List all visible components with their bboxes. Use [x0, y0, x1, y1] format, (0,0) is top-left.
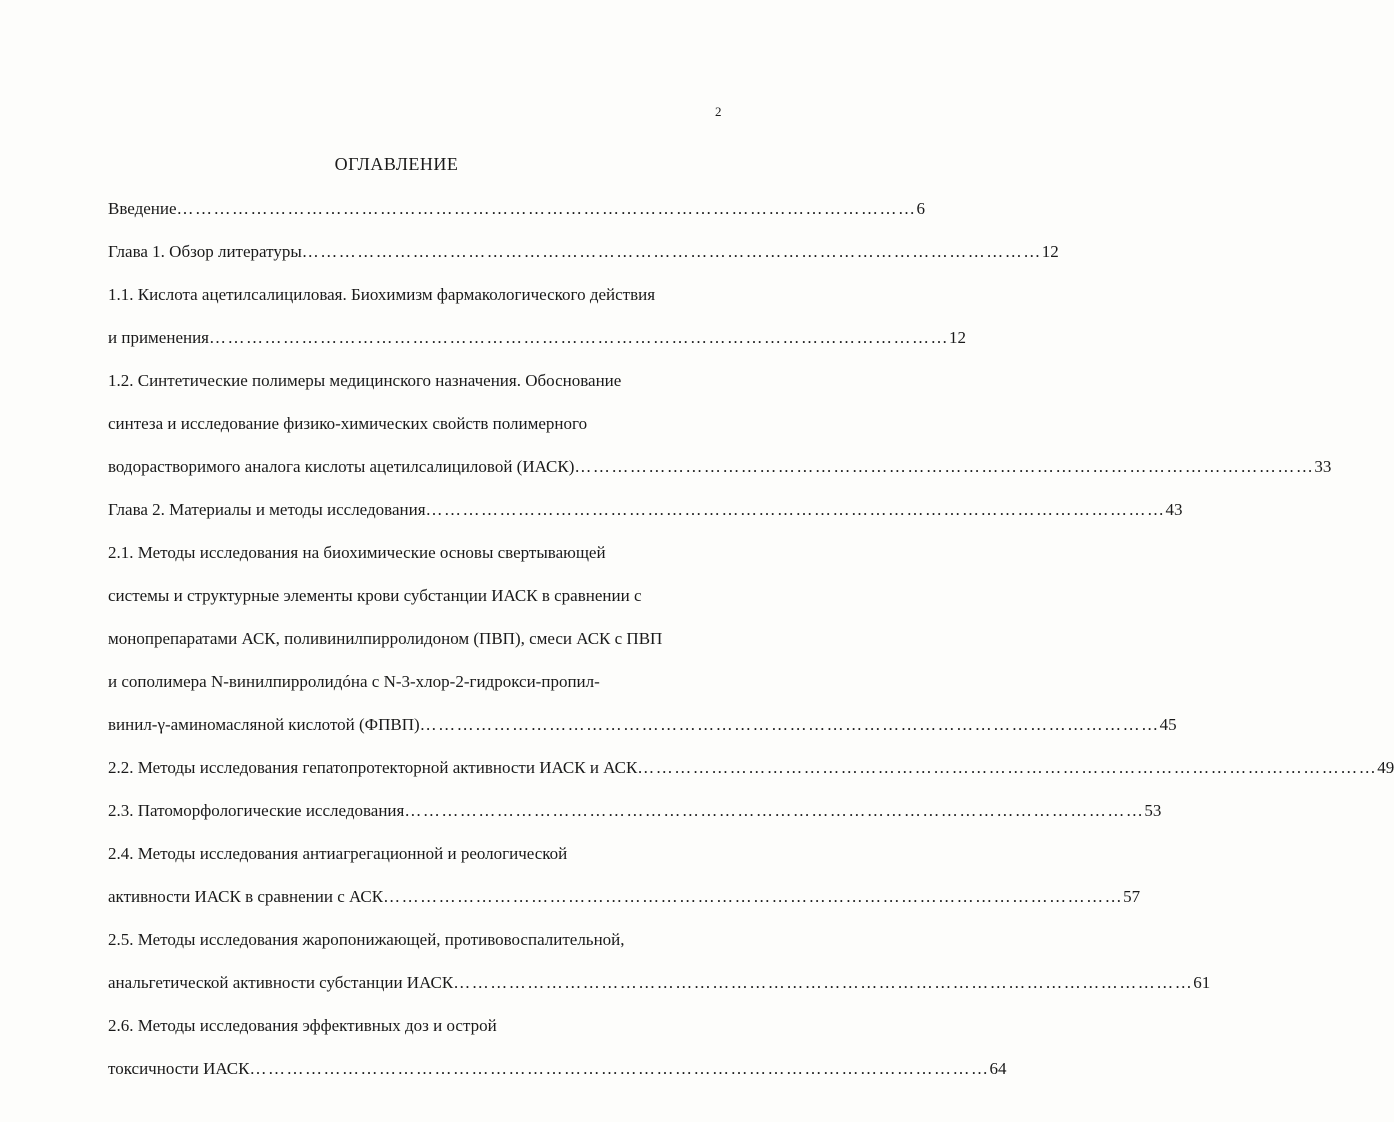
toc-page-number: 57 — [1123, 887, 1141, 906]
toc-page-number: 12 — [949, 328, 967, 347]
toc-entry — [108, 499, 1183, 521]
toc-entry-line — [108, 671, 722, 693]
toc-entry-text: Глава 1. Обзор литературы — [108, 242, 302, 261]
toc-leader-dots: ………………………………………………………………………………………………………… — [637, 758, 1378, 777]
toc-entry-text: 2.5. Методы исследования жаропонижающей, противовоспалительной, — [108, 930, 625, 949]
toc-entry-line — [108, 585, 722, 607]
toc-entry-text: водорастворимого аналога кислоты ацетилсалициловой (ИАСК) — [108, 457, 575, 476]
toc-entry-line — [108, 542, 722, 564]
toc-entry — [108, 757, 1394, 779]
toc-entry-line — [108, 929, 722, 951]
toc-page-number: 53 — [1144, 801, 1162, 820]
toc-entry-text: и применения — [108, 328, 210, 347]
toc-entry-text: анальгетической активности субстанции ИАСК — [108, 973, 454, 992]
toc-entry-text: 2.3. Патоморфологические исследования — [108, 801, 405, 820]
toc-entry-text: 2.1. Методы исследования на биохимические основы свертывающей — [108, 543, 606, 562]
toc-entry — [108, 972, 1211, 994]
toc-entry-text: 1.1. Кислота ацетилсалициловая. Биохимизм фармакологического действия — [108, 285, 656, 304]
toc-leader-dots: ………………………………………………………………………………………………………… — [453, 973, 1194, 992]
toc-entry-text: 2.2. Методы исследования гепатопротекторной активности ИАСК и АСК — [108, 758, 638, 777]
toc-leader-dots: ………………………………………………………………………………………………………… — [419, 715, 1160, 734]
toc-entry-line — [108, 413, 722, 435]
toc-entry-line — [108, 843, 722, 865]
toc-page-number: 49 — [1377, 758, 1394, 777]
toc-entry-line — [108, 628, 722, 650]
toc-entry-text: 2.4. Методы исследования антиагрегационной и реологической — [108, 844, 568, 863]
toc-entry-text: системы и структурные элементы крови субстанции ИАСК в сравнении с — [108, 586, 642, 605]
toc-entry — [108, 800, 1162, 822]
toc-leader-dots: ………………………………………………………………………………………………………… — [209, 328, 950, 347]
toc-page-number: 43 — [1165, 500, 1183, 519]
toc-entry-text: винил-γ-аминомасляной кислотой (ФПВП) — [108, 715, 420, 734]
toc-entry — [108, 198, 926, 220]
toc-leader-dots: ………………………………………………………………………………………………………… — [176, 199, 917, 218]
toc-entry-line — [108, 284, 722, 306]
toc-leader-dots: ………………………………………………………………………………………………………… — [574, 457, 1315, 476]
toc-entry-text: и сополимера N-винилпирролидóна с N-3-хлор-2-гидрокси-пропил- — [108, 672, 600, 691]
toc-page-number: 45 — [1159, 715, 1177, 734]
toc-page-number: 61 — [1193, 973, 1211, 992]
toc-entry-text: Введение — [108, 199, 177, 218]
toc-leader-dots: ………………………………………………………………………………………………………… — [383, 887, 1124, 906]
toc-entry-text: Глава 2. Материалы и методы исследования — [108, 500, 426, 519]
toc-entry — [108, 456, 1332, 478]
toc-entry-text: 1.2. Синтетические полимеры медицинского назначения. Обоснование — [108, 371, 622, 390]
toc-leader-dots: ………………………………………………………………………………………………………… — [301, 242, 1042, 261]
toc-entry — [108, 327, 967, 349]
toc-page-number: 12 — [1041, 242, 1059, 261]
page-title: ОГЛАВЛЕНИЕ — [334, 154, 459, 174]
toc-entry-text: 2.6. Методы исследования эффективных доз и острой — [108, 1016, 497, 1035]
toc-entry-line — [108, 370, 722, 392]
toc-entry — [108, 1058, 1007, 1080]
toc-entry — [108, 714, 1177, 736]
toc-entry-text: монопрепаратами АСК, поливинилпирролидоном (ПВП), смеси АСК с ПВП — [108, 629, 663, 648]
toc-page-number: 64 — [989, 1059, 1007, 1078]
toc-entry-text: активности ИАСК в сравнении с АСК — [108, 887, 384, 906]
toc-entry-line — [108, 1015, 722, 1037]
toc-page-number: 6 — [916, 199, 926, 218]
toc-leader-dots: ………………………………………………………………………………………………………… — [404, 801, 1145, 820]
toc-page-number: 33 — [1314, 457, 1332, 476]
toc-leader-dots: ………………………………………………………………………………………………………… — [249, 1059, 990, 1078]
toc-leader-dots: ………………………………………………………………………………………………………… — [425, 500, 1166, 519]
toc-entry — [108, 886, 1141, 908]
toc-entry-text: синтеза и исследование физико-химических свойств полимерного — [108, 414, 588, 433]
page-number: 2 — [715, 104, 722, 119]
toc-entry — [108, 241, 1059, 263]
toc-entry-text: токсичности ИАСК — [108, 1059, 250, 1078]
